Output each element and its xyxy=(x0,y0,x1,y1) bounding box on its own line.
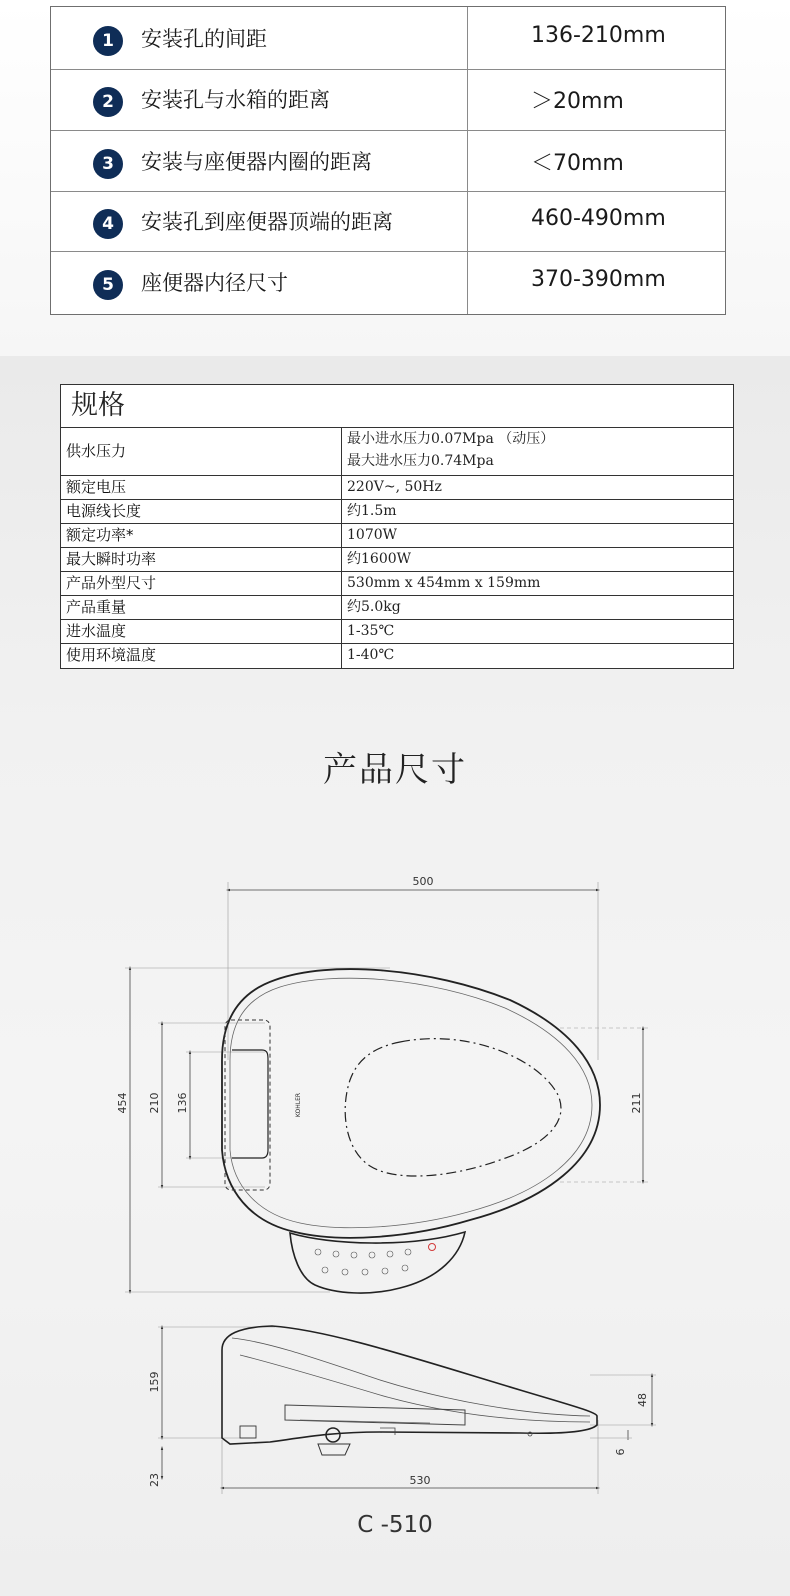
step-number-badge: 3 xyxy=(93,149,123,179)
spec-value-cell xyxy=(342,572,733,595)
spec-value: 220V~, 50Hz xyxy=(347,479,442,495)
spec-value: 530mm x 454mm x 159mm xyxy=(347,575,541,591)
height-label: 159 xyxy=(148,1371,161,1393)
span-inner-label: 136 xyxy=(176,1092,189,1114)
spec-value-cell xyxy=(342,620,733,643)
spec-key: 额定电压 xyxy=(61,476,342,499)
spec-table xyxy=(60,384,734,669)
spec-row xyxy=(61,620,733,644)
spec-value: 约1.5m xyxy=(347,503,397,519)
seat-height-label: 48 xyxy=(636,1393,649,1407)
install-label: 安装孔到座便器顶端的距离 xyxy=(141,210,393,234)
install-value: 460-490mm xyxy=(531,206,666,231)
spec-row xyxy=(61,572,733,596)
install-row xyxy=(51,252,725,314)
install-row xyxy=(51,192,725,252)
spec-value: 约1600W xyxy=(347,551,412,567)
dimension-drawing xyxy=(0,860,790,1510)
width-label: 500 xyxy=(412,875,434,888)
top-view xyxy=(125,882,648,1293)
install-row xyxy=(51,7,725,70)
spec-value-cell xyxy=(342,644,733,668)
install-label: 安装与座便器内圈的距离 xyxy=(141,150,372,174)
length-label: 530 xyxy=(409,1474,431,1487)
gap-label: 6 xyxy=(614,1448,627,1456)
spec-key: 产品重量 xyxy=(61,596,342,619)
install-value: ＞20mm xyxy=(531,89,624,114)
column-divider xyxy=(467,7,468,69)
spec-value-cell xyxy=(342,476,733,499)
spec-value-cell xyxy=(342,500,733,523)
install-value: 136-210mm xyxy=(531,23,666,48)
spec-key: 额定功率* xyxy=(61,524,342,547)
right-label: 211 xyxy=(630,1092,643,1114)
install-value: 370-390mm xyxy=(531,267,666,292)
spec-row xyxy=(61,596,733,620)
install-label: 安装孔的间距 xyxy=(141,27,267,51)
column-divider xyxy=(467,252,468,314)
spec-value: 1-40℃ xyxy=(347,647,395,663)
dimensions-title: 产品尺寸 xyxy=(323,750,467,790)
spec-key: 使用环境温度 xyxy=(61,644,342,668)
spec-key: 电源线长度 xyxy=(61,500,342,523)
column-divider xyxy=(467,69,468,130)
spec-value-cell xyxy=(342,428,733,475)
column-divider xyxy=(467,192,468,251)
install-label: 座便器内径尺寸 xyxy=(141,271,288,295)
spec-value: 约5.0kg xyxy=(347,599,401,615)
install-row xyxy=(51,131,725,192)
depth-label: 454 xyxy=(116,1092,129,1114)
step-number-badge: 1 xyxy=(93,26,123,56)
spec-value-cell xyxy=(342,524,733,547)
install-section xyxy=(0,0,790,360)
control-panel xyxy=(290,1232,465,1293)
spec-value: 最大进水压力0.74Mpa xyxy=(347,453,494,469)
span-outer-label: 210 xyxy=(148,1092,161,1114)
step-number-badge: 5 xyxy=(93,270,123,300)
spec-value-cell xyxy=(342,548,733,571)
spec-value: 1-35℃ xyxy=(347,623,395,639)
spec-key: 最大瞬时功率 xyxy=(61,548,342,571)
base-label: 23 xyxy=(148,1473,161,1487)
install-value: ＜70mm xyxy=(531,151,624,176)
model-label: C -510 xyxy=(357,1512,433,1538)
spec-row xyxy=(61,644,733,668)
spec-value: 最小进水压力0.07Mpa （动压） xyxy=(347,431,555,447)
seat-outline xyxy=(222,969,600,1238)
spec-value-cell xyxy=(342,596,733,619)
install-label: 安装孔与水箱的距离 xyxy=(141,88,330,112)
spec-title: 规格 xyxy=(61,385,733,428)
spec-row xyxy=(61,476,733,500)
spec-rows xyxy=(61,428,733,668)
spec-value: 1070W xyxy=(347,527,398,543)
column-divider xyxy=(467,131,468,191)
side-view xyxy=(158,1326,656,1494)
spec-key: 产品外型尺寸 xyxy=(61,572,342,595)
spec-row xyxy=(61,428,733,476)
spec-key: 供水压力 xyxy=(61,428,342,475)
spec-key: 进水温度 xyxy=(61,620,342,643)
step-number-badge: 2 xyxy=(93,87,123,117)
brand-mark: KOHLER xyxy=(295,1092,302,1118)
spec-row xyxy=(61,548,733,572)
spec-row xyxy=(61,524,733,548)
spec-row xyxy=(61,500,733,524)
install-row xyxy=(51,69,725,131)
control-panel-buttons xyxy=(315,1249,411,1275)
power-button-icon xyxy=(429,1244,436,1251)
install-requirements-table xyxy=(50,6,726,315)
inner-opening-outline xyxy=(345,1039,561,1176)
step-number-badge: 4 xyxy=(93,209,123,239)
side-body xyxy=(222,1326,597,1444)
